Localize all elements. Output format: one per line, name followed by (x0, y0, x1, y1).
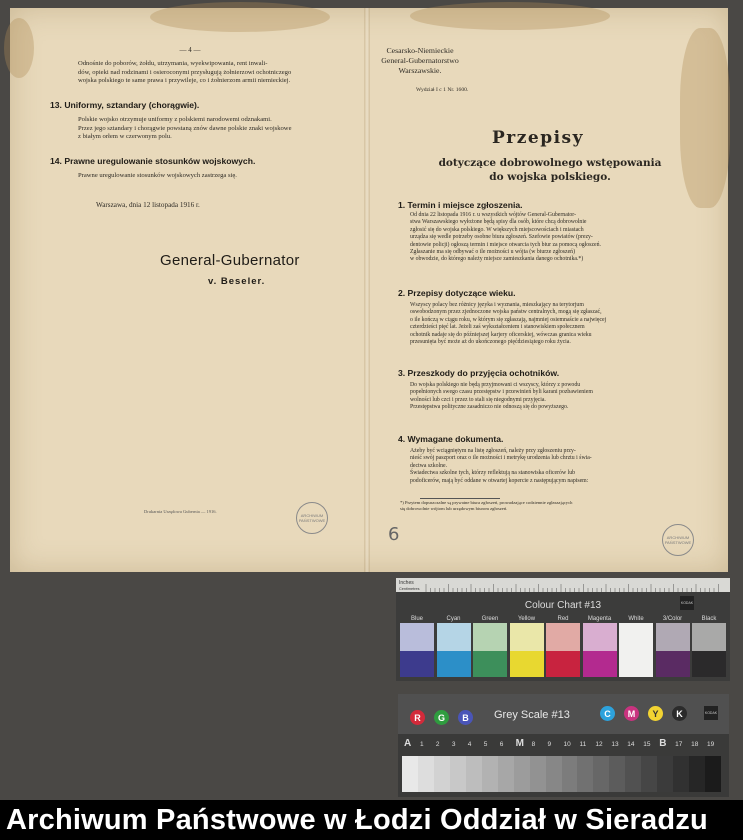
section-2-text (410, 302, 722, 346)
colour-swatch-dark (473, 651, 507, 677)
pencil-mark: 6 (388, 524, 400, 545)
date-line: Warszawa, dnia 12 listopada 1916 r. (96, 201, 200, 209)
text-line: oswobodzonym przez zjednoczone wojska państw centralnych, mogą się zgłaszać, (410, 309, 602, 316)
grey-scale-patch (609, 756, 625, 792)
text-line: Świadectwa szkolne tych, którzy reflektują na stanowiska oficerów lub (410, 470, 575, 477)
text-line: nieść swój paszport oraz o ile możności i metrykę urodzenia lub chrztu i świa- (410, 455, 592, 462)
text-line: Do wojska polskiego nie będą przyjmowani ci wszyscy, którzy z powodu (410, 382, 581, 388)
text-line: urządza się wedle potrzeby osobne biura zgłoszeń. Szefowie powiatów (prezy- (410, 234, 593, 241)
text-line: z białym orłem w czerwonym polu. (78, 133, 172, 141)
left-page (10, 8, 362, 572)
section-4-text (410, 448, 722, 485)
grey-scale-step-label: 18 (691, 741, 699, 748)
text-line: wolności lub czci i przez to stali się niegodnymi przyjęcia. (410, 396, 546, 403)
y-badge: Y (648, 706, 663, 721)
colour-chart (396, 578, 730, 681)
swatch-label: White (628, 616, 644, 622)
grey-scale-step-label: 13 (611, 741, 619, 748)
grey-scale-step-label: 15 (643, 741, 651, 748)
grey-scale-patch (482, 756, 498, 792)
archive-stamp: ARCHIWUM PAŃSTWOWE (662, 524, 694, 556)
text-line: stwa Warszawskiego wyłożone będą spisy dla osób, które chcą dobrowolnie (410, 219, 587, 226)
colour-swatch-light (583, 623, 617, 651)
archive-stamp: ARCHIWUM PAŃSTWOWE (296, 502, 328, 534)
swatch-label: Black (701, 616, 717, 622)
footnote-line: *) Przytem dopuszczalne są prywatne biura zgłoszeń, prowadzające codziennie zgłaszających (400, 500, 573, 505)
signature-name: v. Beseler. (208, 276, 266, 287)
colour-swatch-dark (583, 651, 617, 677)
grey-scale-step-label: 19 (707, 741, 715, 748)
grey-scale-patch (673, 756, 689, 792)
grey-scale-patch (625, 756, 641, 792)
grey-scale-step-label: A (404, 738, 412, 749)
grey-scale-patch (705, 756, 721, 792)
colour-swatch-dark (437, 651, 471, 677)
subtitle-line: do wojska polskiego. (489, 171, 611, 183)
colour-swatch-light (473, 623, 507, 651)
section-2-heading: 2. Przepisy dotyczące wieku. (398, 288, 516, 298)
colour-chart-title: Colour Chart #13 (524, 600, 602, 611)
colour-swatch-light (619, 623, 653, 651)
document-subtitle (390, 156, 710, 184)
header-line: Cesarsko-Niemieckie (386, 46, 454, 55)
grey-scale-patch (689, 756, 705, 792)
colour-swatch-dark (619, 651, 653, 677)
printer-note: Drukarnia Urzędowa Gubernia — 1916. (144, 509, 217, 514)
swatch-label: Magenta (587, 616, 612, 622)
colour-swatch-light (437, 623, 471, 651)
subtitle-line: dotyczące dobrowolnego wstępowania (438, 157, 662, 169)
footnote-line: się dobrowolnie wójtom lub urzędowym biurom zgłoszeń. (400, 506, 508, 511)
b-badge: B (458, 710, 473, 725)
grey-scale-patch (466, 756, 482, 792)
grey-scale-patch (657, 756, 673, 792)
grey-scale-step-label: 10 (563, 741, 571, 748)
swatch-label: Yellow (517, 616, 536, 622)
text-line: zgłosić się do wojska polskiego. W większych miejscowościach i miastach (410, 226, 584, 233)
text-line: Prawne uregulowanie stosunków wojskowych zastrzega się. (78, 172, 237, 179)
text-line: dentowie policji) ogłoszą termin i miejsce otwarcia tych biur za pomocą ogłoszeń. (410, 241, 601, 248)
grey-scale-patch (402, 756, 418, 792)
text-line: o ile kończą w ciągu roku, w którym się zgłaszają, najmniej osiemnaście a najwięcej (410, 316, 607, 323)
text-line: Przestępstwa polityczne zasadniczo nie odnoszą się do powyższego. (410, 404, 569, 411)
footnote (400, 500, 720, 512)
grey-scale-patch (498, 756, 514, 792)
grey-scale-step-label: 4 (467, 741, 472, 748)
colour-swatch-dark (546, 651, 580, 677)
grey-scale-step-label: 2 (435, 741, 440, 748)
ruler (396, 578, 730, 592)
colour-swatch-dark (656, 651, 690, 677)
signature-title: General-Gubernator (160, 252, 300, 269)
header-line: General-Gubernatorstwo (381, 56, 459, 65)
grey-scale-title: Grey Scale #13 (494, 709, 570, 721)
colour-swatch-dark (692, 651, 726, 677)
k-badge: K (672, 706, 687, 721)
footnote-divider (420, 498, 500, 499)
grey-scale-step-label: 1 (419, 741, 424, 748)
ruler-ticks (396, 578, 730, 592)
section-3-heading: 3. Przeszkody do przyjęcia ochotników. (398, 368, 560, 378)
colour-swatch-light (692, 623, 726, 651)
colour-swatch-light (546, 623, 580, 651)
colour-swatch-light (510, 623, 544, 651)
grey-scale-patch (641, 756, 657, 792)
text-line: dectwa szkolne. (410, 462, 448, 469)
text-line: popełnionych swego czasu przestępstw i przewinień byli karani pozbawieniem (410, 389, 593, 396)
grey-scale-step-label: 12 (595, 741, 603, 748)
grey-scale-patch (450, 756, 466, 792)
issuer-header (370, 46, 470, 76)
swatch-label: Cyan (446, 616, 461, 622)
kodak-logo: KODAK (680, 596, 694, 610)
grey-scale-patch (577, 756, 593, 792)
colour-swatch-light (400, 623, 434, 651)
grey-scale-patch (530, 756, 546, 792)
grey-scale-step-label: 8 (531, 741, 536, 748)
colour-swatch-dark (510, 651, 544, 677)
text-line: w obwodzie, do którego należy miejsce zamieszkania danego ochotnika.*) (410, 256, 584, 263)
text-line: Wszyscy polacy bez różnicy języka i wyznania, mieszkający na terytorjum (410, 302, 584, 308)
grey-scale-step-label: 11 (579, 741, 587, 748)
text-line: Zgłaszanie ma się odbywać o ile możności u wójta (w biurze zgłoszeń) (410, 249, 575, 256)
grey-scale-step-label: M (515, 738, 524, 749)
text-line: dów, opieki nad rodzinami i osieroconymi przysługują żołnierzowi ochotniczego (78, 68, 292, 76)
grey-scale-step-label: 5 (483, 741, 488, 748)
swatch-label: Blue (410, 616, 423, 622)
section-13-text (78, 116, 358, 142)
header-line: Warszawskie. (398, 66, 442, 75)
m-badge: M (624, 706, 639, 721)
intro-text (78, 60, 358, 86)
g-badge: G (434, 710, 449, 725)
section-14-heading: 14. Prawne uregulowanie stosunków wojskowych. (50, 156, 256, 166)
grey-scale-step-label: 17 (675, 741, 683, 748)
swatch-label: Red (557, 616, 569, 622)
colour-swatch-light (656, 623, 690, 651)
grey-scale-step-label: 14 (627, 741, 635, 748)
text-line: ochotnik nadaje się do późniejszej karjery oficerskiej, wówczas granica wieku (410, 331, 592, 338)
text-line: Ażeby być wciągniętym na listę zgłoszeń, należy przy zgłoszeniu przy- (410, 448, 576, 454)
grey-scale-patch (562, 756, 578, 792)
text-line: podoficerów, mają być oddane w otwartej kopercie z następującym napisem: (410, 477, 589, 484)
grey-scale-patch (434, 756, 450, 792)
grey-scale-patch (593, 756, 609, 792)
grey-scale-chart (398, 694, 729, 797)
grey-scale-step-label: 3 (451, 741, 456, 748)
text-line: Odnośnie do poborów, żołdu, utrzymania, wyekwipowania, rent inwali- (78, 60, 268, 67)
section-13-heading: 13. Uniformy, sztandary (chorągwie). (50, 100, 200, 110)
archive-footer (0, 800, 743, 840)
page-number: — 4 — (179, 46, 201, 54)
ruler-sublabel: Centimetres (399, 587, 420, 591)
grey-scale-patch (546, 756, 562, 792)
grey-scale-patch (514, 756, 530, 792)
ruler-label: Inches (399, 580, 414, 586)
grey-scale-patch (418, 756, 434, 792)
grey-scale-step-label: 9 (547, 741, 552, 748)
section-1-heading: 1. Termin i miejsce zgłoszenia. (398, 200, 523, 210)
section-4-heading: 4. Wymagane dokumenta. (398, 434, 504, 444)
text-line: przesunięta być może aż do ukończonego pięćdziesiątego roku życia. (410, 339, 571, 346)
text-line: Od dnia 22 listopada 1916 r. u wszystkich wójtów General-Gubernator- (410, 212, 577, 218)
section-14-text (78, 172, 358, 181)
section-3-text (410, 382, 722, 412)
c-badge: C (600, 706, 615, 721)
r-badge: R (410, 710, 425, 725)
reference-number: Wydział I c 1 Nr. 1600. (416, 87, 469, 93)
swatch-label: 3/Color (662, 616, 683, 622)
kodak-logo: KODAK (704, 706, 718, 720)
colour-swatch-dark (400, 651, 434, 677)
archive-name: Archiwum Państwowe w Łodzi Oddział w Sieradzu (6, 804, 708, 836)
document-title: Przepisy (492, 128, 585, 148)
text-line: wojska polskiego te same prawa i przywileje, co i żołnierzom armii niemieckiej. (78, 77, 291, 85)
section-1-text (410, 212, 722, 264)
text-line: Polskie wojsko otrzymuje uniformy z polskiemi narodowemi odznakami. (78, 116, 272, 123)
grey-scale-step-label: 6 (499, 741, 504, 748)
text-line: Przez jego sztandary i chorągwie powstaną znów dawne polskie znaki wojskowe (78, 124, 292, 132)
grey-scale-step-label: B (659, 738, 667, 749)
text-line: czterdzieści pięć lat. Jeżeli zaś wykształceniem i stanowiskiem społecznem (410, 324, 585, 331)
swatch-label: Green (481, 616, 499, 622)
right-page (370, 8, 728, 572)
